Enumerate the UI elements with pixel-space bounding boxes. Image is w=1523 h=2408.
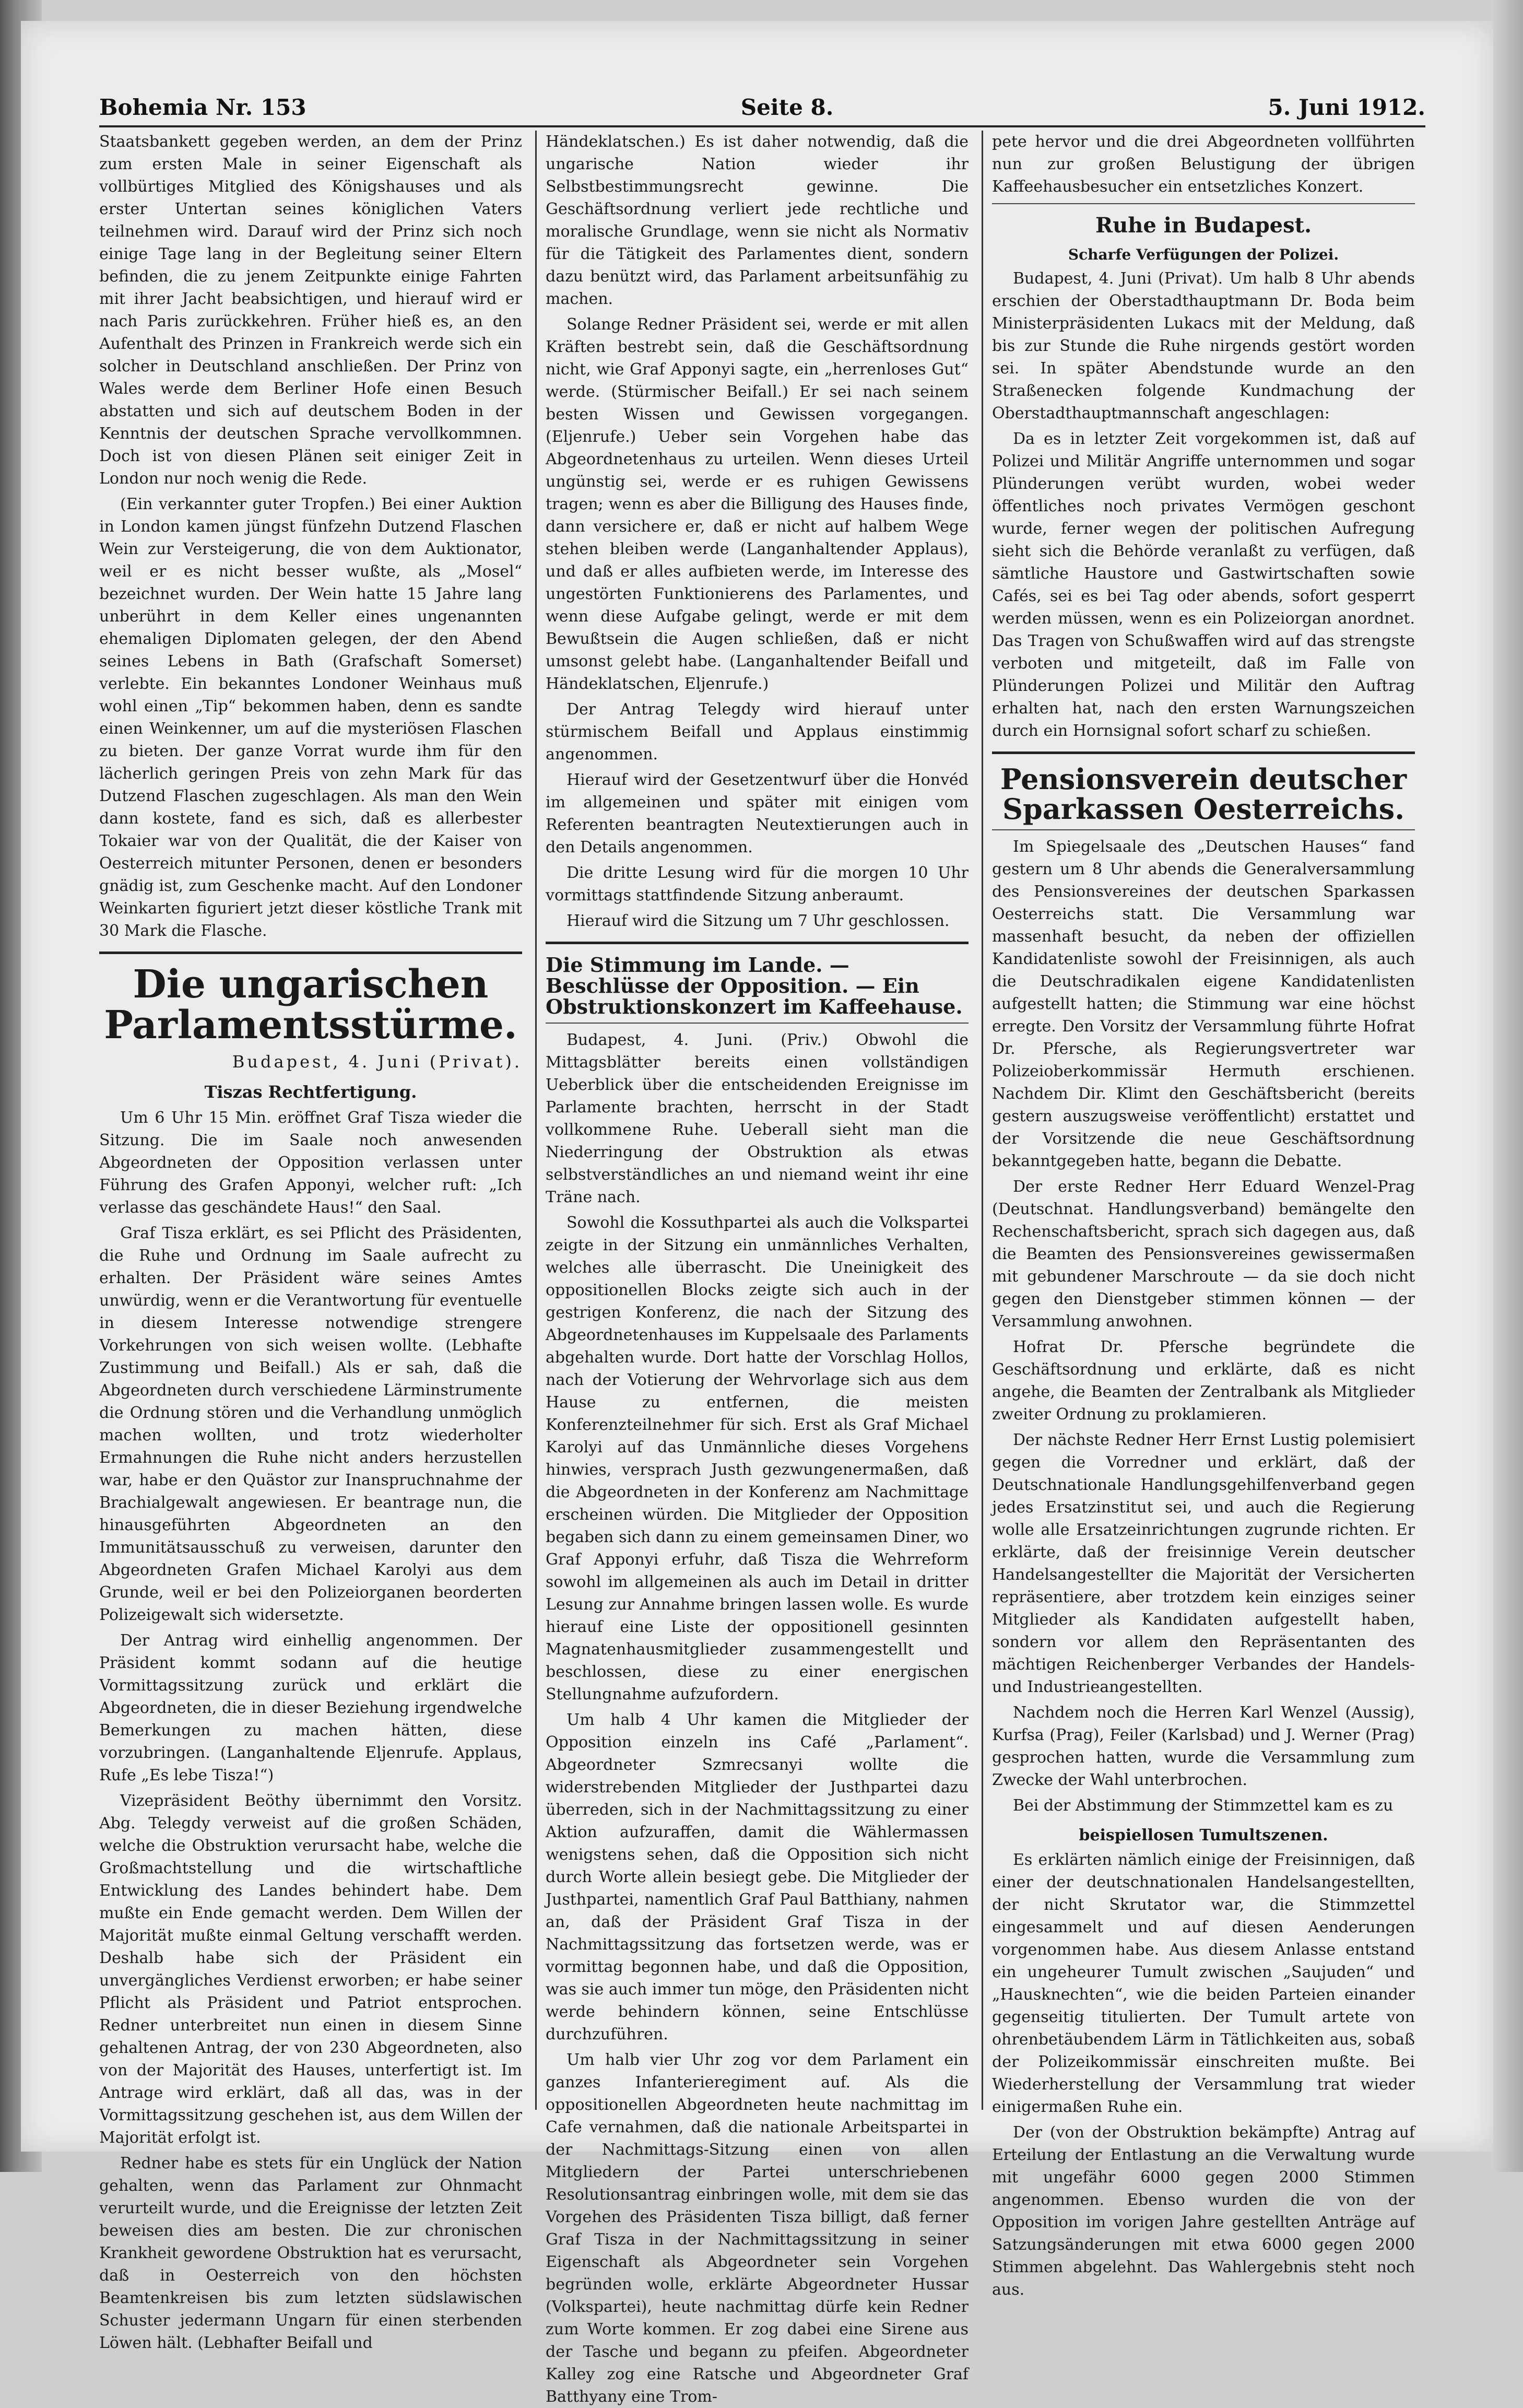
section-divider [992, 829, 1415, 830]
article-paragraph: Um halb vier Uhr zog vor dem Parlament ein ganzes Infanterieregiment auf. Als die oppositionellen Abgeordneten heute nachmittag im Cafe vernahmen, daß die nationale Arbeitspartei in der Nachmittags-Sitzung einen von allen Mitgliedern der Partei unterschriebenen Resolutionsantrag einbringen wolle, mit dem sie das Vorgehen des Präsidenten Tisza billigt, daß ferner Graf Tisza in der Nachmittagssitzung in seiner Eigenschaft als Abgeordneter sein Vorgehen begründen wolle, erklärte Abgeordneter Hussar (Volkspartei), heute nachmittag dürfe kein Redner zum Worte kommen. Er zog dabei eine Sirene aus der Tasche und begann zu pfeifen. Abgeordneter Kalley zog eine Ratsche und Abgeordneter Graf Batthyany eine Trom- [546, 2050, 969, 2406]
article-paragraph: Vizepräsident Beöthy übernimmt den Vorsitz. Abg. Telegdy verweist auf die großen Schäden, welche die Obstruktion verursacht habe, welche die Großmachtstellung und die wirtschaftliche Entwicklung des Landes behindert habe. Dem mußte ein Ende gemacht werden. Dem Willen der Majorität mußte einmal Geltung verschafft werden. Deshalb habe sich der Präsident ein unvergängliches Verdienst erworben; er habe seiner Pflicht als Präsident und Patriot entsprochen. Redner unterbreitet nun einen in diesem Sinne gehaltenen Antrag, der von 230 Abgeordneten, also von der Majorität des Hauses, unterfertigt ist. Im Antrage wird erklärt, daß all das, was in der Vormittagssitzung geschehen ist, aus dem Willen der Majorität erfolgt ist. [99, 1791, 522, 2147]
headline-stimmung-im-lande: Die Stimmung im Lande. — Beschlüsse der Opposition. — Ein Obstruktionskonzert im Kaffeehause. [546, 953, 963, 1018]
article-paragraph: Der nächste Redner Herr Ernst Lustig polemisiert gegen die Vorredner und erklärt, daß der Deutschnationale Handlungsgehilfenverband gegen jedes Ersatzinstitut sei, und auch die Regierung wolle alle Ersatzeinrichtungen zugrunde richten. Er erklärte, daß der freisinnige Verein deutscher Handelsangestellter die Majorität der Versicherten repräsentiere, aber trotzdem kein einziges seiner Mitglieder als Kandidaten aufgestellt haben, sondern vor allem den Repräsentanten des mächtigen Reichenberger Verbandes der Handels- und Industrieangestellten. [992, 1430, 1415, 1696]
header-publication: Bohemia Nr. 153 [99, 95, 306, 120]
article-paragraph: Da es in letzter Zeit vorgekommen ist, daß auf Polizei und Militär Angriffe unternommen und sogar Plünderungen verübt wurden, wobei weder öffentliches noch privates Vermögen geschont wurde, ferner wegen der politischen Aufregung sieht sich die Behörde veranlaßt zu verfügen, daß sämtliche Haustore und Gastwirtschaften sowie Cafés, sei es bei Tag oder abends, sofort gesperrt werden müssen, wenn es ein Polizeiorgan anordnet. Das Tragen von Schußwaffen wird auf das strengste verboten und mitgeteilt, daß im Falle von Plünderungen Polizei und Militär den Auftrag erhalten hat, nach den ersten Warnungszeichen durch ein Hornsignal sofort scharf zu schießen. [992, 430, 1415, 741]
article-paragraph: Um halb 4 Uhr kamen die Mitglieder der Opposition einzeln ins Café „Parlament“. Abgeordneter Szmrecsanyi wollte die widerstrebenden Mitglieder der Justhpartei dazu überreden, sich in der Nachmittagssitzung zu einer Aktion aufzuraffen, damit die Wählermassen wenigstens sehen, daß die Opposition sich nicht durch Worte allein besiegt gebe. Die Mitglieder der Justhpartei, namentlich Graf Paul Batthiany, nahmen an, daß der Präsident Graf Tisza in der Nachmittagssitzung das fortsetzen werde, was er vormittag begonnen habe, und daß die Opposition, was sie auch immer tun möge, den Präsidenten nicht werde behindern können, seine Entschlüsse durchzuführen. [546, 1710, 969, 2043]
subheadline: beispiellosen Tumultszenen. [1079, 1826, 1328, 1845]
article-paragraph: Der Antrag Telegdy wird hierauf unter stürmischem Beifall und Applaus einstimmig angenommen. [546, 700, 969, 763]
section-divider [992, 203, 1415, 204]
header-page-number: Seite 8. [740, 95, 834, 120]
article-paragraph: Im Spiegelsaale des „Deutschen Hauses“ fand gestern um 8 Uhr abends die Generalversammlung des Pensionsvereines der deutschen Sparkassen Oesterreichs statt. Die Versammlung war massenhaft besucht, da neben der offiziellen Kandidatenliste sowohl der Freisinnigen, als auch die Deutschradikalen eigene Kandidatenlisten aufgestellt hatten; die Stimmung war eine höchst erregte. Den Vorsitz der Versammlung führte Hofrat Dr. Pfersche, als Regierungsvertreter war Polizeioberkommissär Hermuth erschienen. Nachdem Dir. Klimt den Geschäftsbericht (bereits gestern auszugsweise veröffentlicht) erstattet und der Vorsitzende die neue Geschäftsordnung bekanntgegeben hatte, begann die Debatte. [992, 837, 1415, 1170]
subheadline: Tiszas Rechtfertigung. [204, 1082, 417, 1102]
page-header [99, 78, 1425, 127]
section-divider [546, 942, 969, 944]
page-edge [1493, 0, 1523, 2172]
column-rule-2 [982, 131, 983, 2110]
article-paragraph: Die dritte Lesung wird für die morgen 10 Uhr vormittags stattfindende Sitzung anberaumt. [546, 864, 969, 905]
headline-ruhe-in-budapest: Ruhe in Budapest. [1095, 213, 1312, 238]
article-paragraph: (Ein verkannter guter Tropfen.) Bei einer Auktion in London kamen jüngst fünfzehn Dutzend Flaschen Wein zur Versteigerung, die von dem Auktionator, weil er es nicht besser wußte, als „Mosel“ bezeichnet wurden. Der Wein hatte 15 Jahre lang unberührt in dem Keller eines ungenannten ehemaligen Diplomaten gelegen, der den Abend seines Lebens in Bath (Grafschaft Somerset) verlebte. Ein bekanntes Londoner Weinhaus muß wohl einen „Tip“ bekommen haben, denn es sandte einen Weinkenner, um auf die mysteriösen Flaschen zu bieten. Der ganze Vorrat wurde ihm für den lächerlich geringen Preis von zehn Mark für das Dutzend Flaschen zugeschlagen. Als man den Wein dann kostete, fand es sich, daß es allerbester Tokaier war von der Qualität, die der Kaiser von Oesterreich mitunter Personen, denen er besonders gnädig ist, zum Geschenke macht. Auf den Londoner Weinkarten figuriert jetzt dieser köstliche Trank mit 30 Mark die Flasche. [99, 495, 522, 940]
article-paragraph: Sowohl die Kossuthpartei als auch die Volkspartei zeigte in der Sitzung ein unmännliches Verhalten, welches alle überrascht. Die Uneinigkeit des oppositionellen Blocks zeigte sich auch in der gestrigen Konferenz, die nach der Sitzung des Abgeordnetenhauses im Kuppelsaale des Parlaments abgehalten wurde. Dort hatte der Vorschlag Hollos, nach der Votierung der Wehrvorlage sich aus dem Hause zu entfernen, die meisten Konferenzteilnehmer für sich. Erst als Graf Michael Karolyi auf das Unmännliche dieses Vorgehens hinwies, versprach Justh gezwungenermaßen, daß die Abgeordneten in der Konferenz am Nachmittage erscheinen würden. Die Mitglieder der Opposition begaben sich dann zu einem gemeinsamen Diner, wo Graf Apponyi erfuhr, daß Tisza die Wehrreform sowohl im allgemeinen als auch im Detail in dritter Lesung zur Annahme bringen lassen wolle. Es wurde hierauf eine Liste der oppositionell gesinnten Magnatenhausmitglieder zusammengestellt und beschlossen, diese zu einer energischen Stellungnahme aufzufordern. [546, 1213, 969, 1704]
column-2 [546, 131, 969, 2406]
article-paragraph: pete hervor und die drei Abgeordneten vollführten nun zur großen Belustigung der übrigen Kaffeehausbesucher ein entsetzliches Konzert. [992, 133, 1415, 196]
article-paragraph: Staatsbankett gegeben werden, an dem der Prinz zum ersten Male in seiner Eigenschaft als vollbürtiges Mitglied des Königshauses und als erster Untertan seines königlichen Vaters teilnehmen wird. Darauf wird der Prinz sich noch einige Tage lang in der Begleitung seiner Eltern befinden, die zu jenem Zeitpunkte einige Fahrten mit ihrer Jacht beabsichtigen, und hierauf wird er nach Paris zurückkehren. Früher hieß es, an den Aufenthalt des Prinzen in Frankreich werde sich ein solcher in Deutschland anschließen. Der Prinz von Wales werde dem Berliner Hofe einen Besuch abstatten und sich auf deutschem Boden in der Kenntnis der deutschen Sprache vervollkommnen. Doch ist von diesen Plänen seit einiger Zeit in London nur noch wenig die Rede. [99, 133, 522, 488]
subheadline: Scharfe Verfügungen der Polizei. [1068, 246, 1339, 263]
article-paragraph: Händeklatschen.) Es ist daher notwendig, daß die ungarische Nation wieder ihr Selbstbestimmungsrecht gewinne. Die Geschäftsordnung verliert jede rechtliche und moralische Grundlage, wenn sie nicht als Normativ für die Tätigkeit des Parlamentes dient, sondern dazu benützt wird, das Parlament arbeitsunfähig zu machen. [546, 133, 969, 308]
article-paragraph: Bei der Abstimmung der Stimmzettel kam es zu [1013, 1796, 1394, 1815]
article-paragraph: Hofrat Dr. Pfersche begründete die Geschäftsordnung und erklärte, daß es nicht angehe, die Beamten der Zentralbank als Mitglieder zweiter Ordnung zu proklamieren. [992, 1337, 1415, 1424]
dateline: Budapest, 4. Juni (Privat). [232, 1052, 522, 1072]
header-date: 5. Juni 1912. [1268, 95, 1425, 120]
section-divider [99, 952, 522, 954]
article-paragraph: Der erste Redner Herr Eduard Wenzel-Prag (Deutschnat. Handlungsverband) bemängelte den Rechenschaftsbericht, sprach sich dagegen aus, daß die Beamten des Pensionsvereines gewissermaßen mit gebundener Marschroute — da sie doch nicht gegen den Dienstgeber stimmen können — der Versammlung anwohnen. [992, 1177, 1415, 1331]
headline-pensionsverein: Pensionsverein deutscher Sparkassen Oesterreichs. [1000, 762, 1407, 826]
article-paragraph: Hierauf wird der Gesetzentwurf über die Honvéd im allgemeinen und später mit einigen vom Referenten beantragten Neutextierungen auch in den Details angenommen. [546, 771, 969, 856]
column-3 [992, 131, 1415, 2299]
column-1 [99, 131, 522, 2352]
article-paragraph: Redner habe es stets für ein Unglück der Nation gehalten, wenn das Parlament zur Ohnmacht verurteilt wurde, und die Ereignisse der letzten Zeit beweisen dies am besten. Die zur chronischen Krankheit gewordene Obstruktion hat es verursacht, daß in Oesterreich von den höchsten Beamtenkreisen bis zum letzten südslawischen Schuster jedermann Ungarn für einen sterbenden Löwen hält. (Lebhafter Beifall und [99, 2154, 522, 2352]
article-paragraph: Hierauf wird die Sitzung um 7 Uhr geschlossen. [566, 912, 950, 930]
column-rule-1 [535, 131, 537, 2110]
article-paragraph: Nachdem noch die Herren Karl Wenzel (Aussig), Kurfsa (Prag), Feiler (Karlsbad) und J. Werner (Prag) gesprochen hatten, wurde die Versammlung zum Zwecke der Wahl unterbrochen. [992, 1703, 1415, 1789]
section-divider [992, 751, 1415, 754]
article-paragraph: Graf Tisza erklärt, es sei Pflicht des Präsidenten, die Ruhe und Ordnung im Saale aufrecht zu erhalten. Der Präsident wäre seines Amtes unwürdig, wenn er die Verantwortung für eventuelle in diesem Interesse notwendige strengere Vorkehrungen von sich weisen wollte. (Lebhafte Zustimmung und Beifall.) Als er sah, daß die Abgeordneten durch verschiedene Lärminstrumente die Ordnung stören und die Verhandlung unmöglich machen wollten, und trotz wiederholter Ermahnungen die Ruhe nicht anders herzustellen war, habe er den Quästor zur Inanspruchnahme der Brachialgewalt angewiesen. Er beantrage nun, die hinausgeführten Abgeordneten an den Immunitätsausschuß zu verweisen, darunter den Abgeordneten Grafen Michael Karolyi aus dem Grunde, weil er bei den Polizeiorganen beorderten Polizeigewalt sich widersetzte. [99, 1224, 522, 1624]
article-paragraph: Der Antrag wird einhellig angenommen. Der Präsident kommt sodann auf die heutige Vormittagssitzung zurück und erklärt die Abgeordneten, die in dieser Beziehung irgendwelche Bemerkungen zu machen hätten, diese vorzubringen. (Langanhaltende Eljenrufe. Applaus, Rufe „Es lebe Tisza!“) [99, 1631, 522, 1784]
article-paragraph: Um 6 Uhr 15 Min. eröffnet Graf Tisza wieder die Sitzung. Die im Saale noch anwesenden Abgeordneten der Opposition verlassen unter Führung des Grafen Apponyi, welcher ruft: „Ich verlasse das geschändete Haus!“ den Saal. [99, 1108, 522, 1217]
article-paragraph: Budapest, 4. Juni. (Priv.) Obwohl die Mittagsblätter bereits einen vollständigen Ueberblick über die entscheidenden Ereignisse im Parlamente brachten, herrscht in der Stadt vollkommene Ruhe. Ueberall sieht man die Niederringung der Obstruktion als etwas selbstverständliches an und niemand weint ihr eine Träne nach. [546, 1030, 969, 1206]
headline-ungarische-parlamentsstuerme: Die ungarischen Parlamentsstürme. [104, 962, 517, 1048]
article-paragraph: Solange Redner Präsident sei, werde er mit allen Kräften bestrebt sein, daß die Geschäftsordnung nicht, wie Graf Apponyi sagte, ein „herrenloses Gut“ werde. (Stürmischer Beifall.) Er sei nach seinem besten Wissen und Gewissen vorgegangen. (Eljenrufe.) Ueber sein Vorgehen habe das Abgeordnetenhaus zu urteilen. Wenn dieses Urteil ungünstig sei, werde er es ruhigen Gewissens tragen; wenn es aber die Billigung des Hauses finde, dann versichere er, daß er nicht auf halbem Wege stehen bleiben werde (Langanhaltender Applaus), und daß er alles aufbieten werde, im Interesse des ungestörten Funktionierens des Parlamentes, und wenn diese Aufgabe gelingt, werde er mit dem Bewußtsein die Augen schließen, daß er nicht umsonst gelebt habe. (Langanhaltender Beifall und Händeklatschen, Eljenrufe.) [546, 315, 969, 693]
article-paragraph: Der (von der Obstruktion bekämpfte) Antrag auf Erteilung der Entlastung an die Verwaltung wurde mit ungefähr 6000 gegen 2000 Stimmen angenommen. Ebenso wurden die von der Opposition im vorigen Jahre gestellten Anträge auf Satzungsänderungen mit etwa 6000 gegen 2000 Stimmen abgelehnt. Das Wahlergebnis steht noch aus. [992, 2123, 1415, 2299]
article-paragraph: Budapest, 4. Juni (Privat). Um halb 8 Uhr abends erschien der Oberstadthauptmann Dr. Boda beim Ministerpräsidenten Lukacs mit der Meldung, daß bis zur Stunde die Ruhe nirgends gestört worden sei. In später Abendstunde wurde an den Straßenecken folgende Kundmachung der Oberstadthauptmannschaft angeschlagen: [992, 269, 1415, 423]
article-paragraph: Es erklärten nämlich einige der Freisinnigen, daß einer der deutschnationalen Handelsangestellten, der nicht Skrutator war, die Stimmzettel eingesammelt und auf diesen Aenderungen vorgenommen habe. Aus diesem Anlasse entstand ein ungeheurer Tumult zwischen „Saujuden“ und „Hausknechten“, wie die beiden Parteien einander gegenseitig titulierten. Der Tumult artete von ohrenbetäubendem Lärm in Tätlichkeiten aus, sobaß der Polizeikommissär einschreiten mußte. Bei Wiederherstellung der Versammlung trat wieder einigermaßen Ruhe ein. [992, 1851, 1415, 2117]
section-divider [546, 1023, 969, 1024]
